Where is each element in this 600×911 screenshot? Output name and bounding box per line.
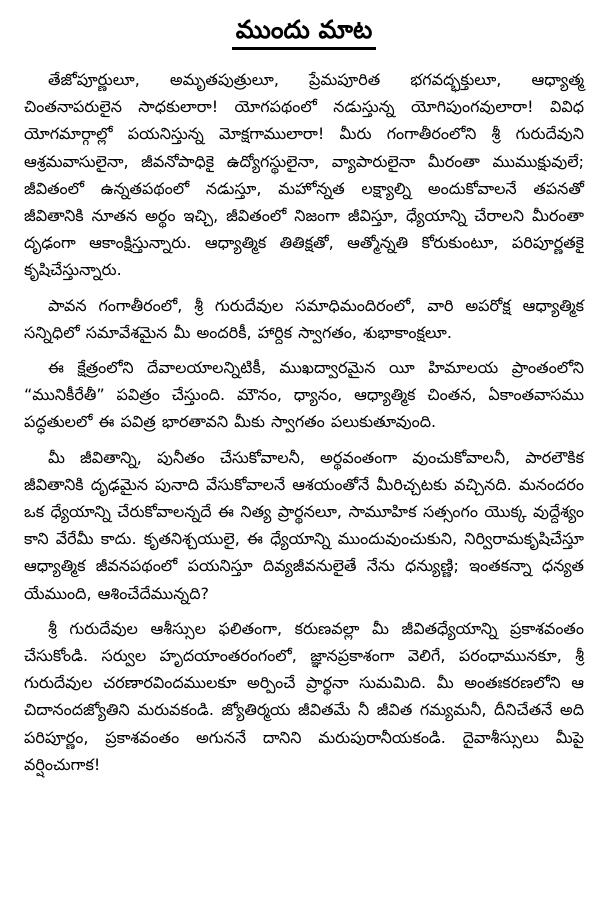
page-title (24, 14, 584, 50)
paragraph-2: పావన గంగాతీరంలో, శ్రీ గురుదేవుల సమాధిమందిరంలో, వారి అపరోక్ష ఆధ్యాత్మిక సన్నిధిలో సమావేశమైన మీ అందరికీ, హార్దిక స్వాగతం, శుభాకాంక్షలూ. (24, 295, 584, 342)
paragraph-4: మీ జీవితాన్ని, పునీతం చేసుకోవాలనీ, అర్థవంతంగా వుంచుకోవాలనీ, పారలౌకిక జీవితానికి దృఢమైన పునాది వేసుకోవాలనే ఆశయంతోనే మీరిచ్చటకు వచ్చినది. మనందరం ఒక ధ్యేయాన్ని చేరుకోవాలన్నదే ఈ నిత్య ప్రార్థనలూ, సామూహిక సత్సంగం యొక్క వుద్దేశ్యం కాని వేరేమీ కాదు. కృతనిశ్చయులై, ఈ ధ్యేయాన్ని ముందువుంచుకుని, నిర్విరామకృషిచేస్తూ ఆధ్యాత్మిక జీవనపథంలో పయనిస్తూ దివ్యజీవనులైతే నేను ధన్యుణ్ణి; ఇంతకన్నా ధన్యత యేముంది, ఆశించేదేమున్నది? (24, 447, 584, 603)
paragraph-3: ఈ క్షేత్రంలోని దేవాలయాలన్నిటికీ, ముఖద్వారమైన యీ హిమాలయ ప్రాంతంలోని “మునికీరేతీ” పవిత్రం చేస్తుంది. మౌనం, ధ్యానం, ఆధ్యాత్మిక చింతన, ఏకాంతవాసము పద్ధతులలో ఈ పవిత్ర భారతావని మీకు స్వాగతం పలుకుతూవుంది. (24, 358, 584, 432)
paragraph-5: శ్రీ గురుదేవుల ఆశీస్సుల ఫలితంగా, కరుణవల్లా మీ జీవితధ్యేయాన్ని ప్రకాశవంతం చేసుకోండి. సర్వుల హృదయాంతరంగంలో, జ్ఞానప్రకాశంగా వెలిగే, పరంధామునకూ, శ్రీ గురుదేవుల చరణారవిందములకూ అర్పించే ప్రార్థనా సుమమిది. మీ అంతఃకరణలోని ఆ చిదానందజ్యోతిని మరువకండి. జ్యోతిర్మయ జీవితమే నీ జీవిత గమ్యమనీ, దీనిచేతనే అది పరిపూర్ణం, ప్రకాశవంతం అగుననే దానిని మరుపురానీయకండి. దైవాశీస్సులు మీపై వర్షించుగాక! (24, 618, 584, 774)
page-title-text: ముందు మాట (232, 14, 377, 50)
paragraph-1: తేజోపూర్ణులూ, అమృతపుత్రులూ, ప్రేమపూరిత భగవద్భక్తులూ, ఆధ్యాత్మ చింతనాపరులైన సాధకులారా! యోగపథంలో నడుస్తున్న యోగిపుంగవులారా! వివిధ యోగమార్గాల్లో పయనిస్తున్న మోక్షగాములారా! మీరు గంగాతీరంలోని శ్రీ గురుదేవుని ఆశ్రమవాసులైనా, జీవనోపాధికై ఉద్యోగస్థులైనా, వ్యాపారులైనా మీరంతా ముముక్షువులే; జీవితంలో ఉన్నతపథంలో నడుస్తూ, మహోన్నత లక్ష్యాల్ని అందుకోవాలనే తపనతో జీవితానికి నూతన అర్థం ఇచ్చి, జీవితంలో నిజంగా జీవిస్తూ, ధ్యేయాన్ని చేరాలని మీరంతా దృఢంగా ఆకాంక్షిస్తున్నారు. ఆధ్యాత్మిక తితిక్షతో, ఆత్మోన్నతి కోరుకుంటూ, పరిపూర్ణతకై కృషిచేస్తున్నారు. (24, 70, 584, 280)
